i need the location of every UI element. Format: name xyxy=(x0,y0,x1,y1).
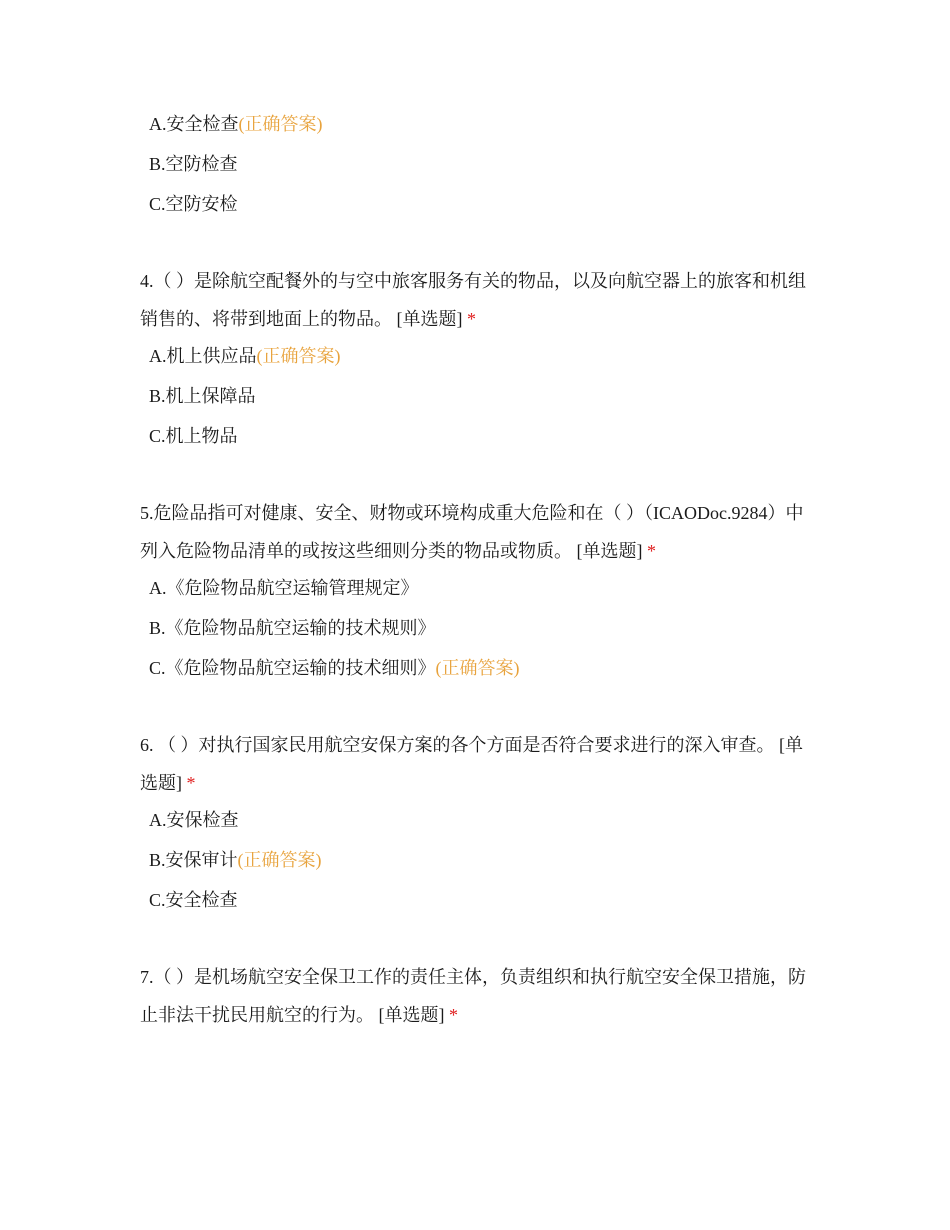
question-6-text: 6. （ ）对执行国家民用航空安保方案的各个方面是否符合要求进行的深入审查。 [单选题] * xyxy=(140,735,803,793)
q5-option-b[interactable]: B.《危险物品航空运输的技术规则》 xyxy=(149,618,436,638)
question-4 xyxy=(140,262,820,448)
q6-options xyxy=(140,808,820,912)
correct-answer-label: (正确答案) xyxy=(238,114,323,134)
question-5-text: 5.危险品指可对健康、安全、财物或环境构成重大危险和在（ ）（ICAODoc.9284）中列入危险物品清单的或按这些细则分类的物品或物质。 [单选题] * xyxy=(140,503,804,561)
question-type: [单选题] xyxy=(140,735,803,793)
q4-option-a[interactable]: A.机上供应品(正确答案) xyxy=(149,346,341,366)
question-4-text: 4.（ ）是除航空配餐外的与空中旅客服务有关的物品，以及向航空器上的旅客和机组销售的、将带到地面上的物品。 [单选题] * xyxy=(140,271,806,329)
question-6 xyxy=(140,726,820,912)
required-mark: * xyxy=(186,773,196,793)
q4-options xyxy=(140,344,820,448)
question-type: [单选题] xyxy=(576,541,643,561)
question-type: [单选题] xyxy=(378,1005,445,1025)
correct-answer-label: (正确答案) xyxy=(256,346,341,366)
required-mark: * xyxy=(449,1005,458,1025)
q6-option-b[interactable]: B.安保审计(正确答案) xyxy=(149,850,322,870)
q6-option-c[interactable]: C.安全检查 xyxy=(149,890,238,910)
q5-option-a[interactable]: A.《危险物品航空运输管理规定》 xyxy=(149,578,419,598)
question-type: [单选题] xyxy=(396,309,463,329)
q3-options xyxy=(140,112,820,216)
q3-option-c[interactable]: C.空防安检 xyxy=(149,194,238,214)
q3-option-a[interactable]: A.安全检查(正确答案) xyxy=(149,114,323,134)
required-mark: * xyxy=(647,541,656,561)
q5-options xyxy=(140,576,820,680)
survey-page xyxy=(140,112,820,1040)
question-7 xyxy=(140,958,820,1034)
required-mark: * xyxy=(467,309,476,329)
q5-option-c[interactable]: C.《危险物品航空运输的技术细则》(正确答案) xyxy=(149,658,520,678)
correct-answer-label: (正确答案) xyxy=(237,850,322,870)
q4-option-b[interactable]: B.机上保障品 xyxy=(149,386,256,406)
question-5 xyxy=(140,494,820,680)
q6-option-a[interactable]: A.安保检查 xyxy=(149,810,239,830)
question-7-text: 7.（ ）是机场航空安全保卫工作的责任主体，负责组织和执行航空安全保卫措施，防止非法干扰民用航空的行为。 [单选题] * xyxy=(140,967,806,1025)
q4-option-c[interactable]: C.机上物品 xyxy=(149,426,238,446)
correct-answer-label: (正确答案) xyxy=(435,658,520,678)
q3-option-b[interactable]: B.空防检查 xyxy=(149,154,238,174)
